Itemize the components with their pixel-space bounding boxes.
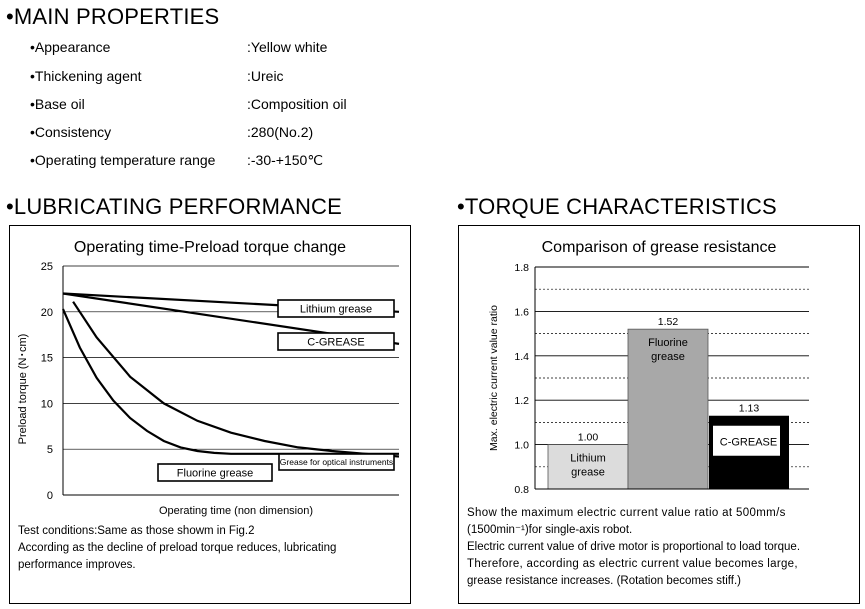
y-tick-label: 1.2 bbox=[514, 395, 529, 408]
y-tick-label: 20 bbox=[40, 306, 53, 319]
property-label: •Base oil bbox=[30, 96, 85, 112]
y-tick-label: 0.8 bbox=[514, 484, 529, 496]
property-label: •Consistency bbox=[30, 124, 112, 140]
torque-note-line: Therefore, according as electric current value becomes large, bbox=[467, 558, 798, 570]
bar-category-label: Fluorine bbox=[648, 337, 688, 350]
line-chart-title: Operating time-Preload torque change bbox=[73, 239, 347, 256]
bar-category-label: C-GREASE bbox=[719, 436, 778, 449]
property-label: •Appearance bbox=[30, 39, 111, 55]
torque-note-line: (1500min⁻¹)for single-axis robot. bbox=[467, 524, 633, 536]
property-value: :Composition oil bbox=[247, 96, 347, 112]
property-value: :Yellow white bbox=[247, 39, 328, 55]
preload-torque-chart bbox=[10, 226, 410, 526]
torque-chart-panel bbox=[458, 225, 860, 604]
legend-label: C-GREASE bbox=[307, 336, 365, 349]
property-value: :-30-+150℃ bbox=[247, 152, 324, 168]
y-tick-label: 15 bbox=[40, 352, 53, 365]
torque-note-line: grease resistance increases. (Rotation becomes stiff.) bbox=[467, 575, 741, 587]
property-label: •Operating temperature range bbox=[30, 152, 216, 168]
lubricating-note-line: Test conditions:Same as those showm in Fig.2 bbox=[18, 525, 255, 537]
lubricating-chart-panel bbox=[9, 225, 411, 604]
property-label: •Thickening agent bbox=[30, 68, 142, 84]
line-chart-x-label: Operating time (non dimension) bbox=[158, 505, 314, 517]
legend-label: Grease for optical instruments bbox=[279, 457, 394, 468]
property-value: :280(No.2) bbox=[247, 124, 314, 140]
torque-note-line: Show the maximum electric current value ratio at 500mm/s bbox=[467, 507, 786, 519]
bar-value-label: 1.00 bbox=[577, 431, 599, 444]
torque-characteristics-heading: •TORQUE CHARACTERISTICS bbox=[457, 194, 777, 219]
lubricating-note-line: According as the decline of preload torque reduces, lubricating bbox=[18, 542, 337, 554]
bar-value-label: 1.52 bbox=[657, 316, 679, 329]
property-value: :Ureic bbox=[247, 68, 284, 84]
legend-label: Fluorine grease bbox=[176, 467, 254, 480]
y-tick-label: 10 bbox=[40, 398, 53, 411]
y-tick-label: 1.0 bbox=[514, 439, 529, 452]
line-chart-y-label: Preload torque (N･cm) bbox=[17, 333, 29, 445]
series-line bbox=[73, 302, 399, 457]
bar-category-label: grease bbox=[651, 351, 685, 364]
bar-chart-title: Comparison of grease resistance bbox=[541, 239, 777, 256]
y-tick-label: 0 bbox=[46, 490, 53, 502]
y-tick-label: 1.8 bbox=[514, 262, 529, 274]
bar-category-label: Lithium bbox=[570, 452, 606, 465]
y-tick-label: 5 bbox=[46, 444, 53, 457]
lubricating-note-line: performance improves. bbox=[18, 559, 136, 571]
bar-chart-y-label: Max. electric current value ratio bbox=[488, 305, 500, 451]
bar-category-label: grease bbox=[571, 466, 605, 479]
lubricating-performance-heading: •LUBRICATING PERFORMANCE bbox=[6, 194, 343, 219]
y-tick-label: 25 bbox=[40, 261, 53, 273]
torque-note-line: Electric current value of drive motor is proportional to load torque. bbox=[467, 541, 801, 553]
y-tick-label: 1.4 bbox=[514, 350, 529, 363]
grease-resistance-chart bbox=[459, 226, 859, 501]
legend-label: Lithium grease bbox=[299, 303, 373, 316]
bar-value-label: 1.13 bbox=[738, 402, 760, 415]
y-tick-label: 1.6 bbox=[514, 306, 529, 319]
main-properties-heading: •MAIN PROPERTIES bbox=[6, 4, 220, 29]
